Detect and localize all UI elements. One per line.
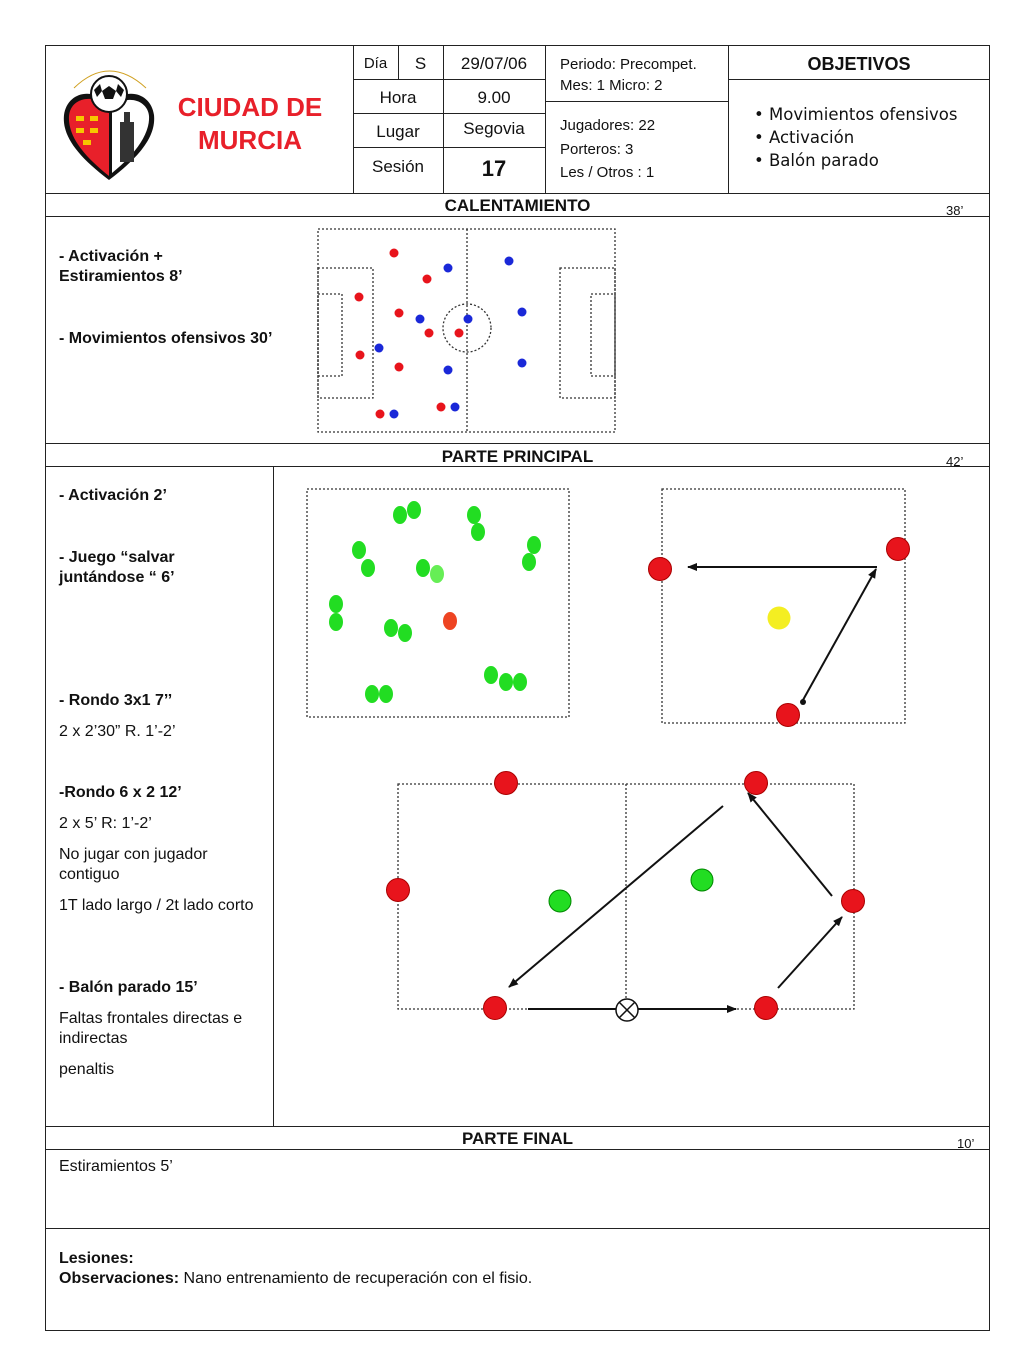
main-part-title: PARTE PRINCIPAL <box>441 447 594 466</box>
green-player-marker <box>407 501 421 519</box>
sesion-label: Sesión <box>372 157 424 176</box>
rondo-3x1-detail: 2 x 2’30” R. 1’-2’ <box>59 723 176 740</box>
green-player-marker <box>393 506 407 524</box>
rondo-3x1-title: - Rondo 3x1 7’’ <box>59 692 173 709</box>
date-value: 29/07/06 <box>460 54 528 73</box>
rondo-6x2-detail: 2 x 5’ R: 1’-2’ <box>59 815 152 832</box>
blue-player-marker <box>444 264 453 273</box>
red-player-marker <box>777 704 800 727</box>
sesion-value: 17 <box>481 156 507 181</box>
warmup-item-activacion: - Activación + Estiramientos 8’ <box>59 248 183 285</box>
section-divider <box>45 1126 990 1127</box>
balon-parado-detail: Faltas frontales directas e indirectas <box>59 1010 243 1047</box>
red-player-marker <box>443 612 457 630</box>
blue-player-marker <box>518 308 527 317</box>
green-player-marker <box>379 685 393 703</box>
main-part-minutes: 42’ <box>946 454 964 469</box>
observaciones-text: Nano entrenamiento de recuperación con el fisio. <box>183 1270 533 1287</box>
observaciones-row <box>59 1269 532 1289</box>
observaciones-label: Observaciones: <box>59 1270 180 1287</box>
warmup-pitch-diagram <box>316 226 618 436</box>
red-player-marker <box>376 410 385 419</box>
green-player-marker <box>329 613 343 631</box>
objectives-list <box>754 103 958 172</box>
blue-player-marker <box>451 403 460 412</box>
red-player-marker <box>395 309 404 318</box>
red-player-marker <box>495 772 518 795</box>
yellow-player-marker <box>768 607 791 630</box>
blue-player-marker <box>416 315 425 324</box>
warmup-item-movimientos: - Movimientos ofensivos 30’ <box>59 330 273 347</box>
green-player-marker <box>329 595 343 613</box>
green-player-marker <box>484 666 498 684</box>
section-divider <box>45 443 990 444</box>
activacion-title: - Activación 2’ <box>59 487 167 504</box>
final-part-item: Estiramientos 5’ <box>59 1158 173 1175</box>
red-player-marker <box>887 538 910 561</box>
objective-item: • Activación <box>754 126 958 149</box>
warmup-title: CALENTAMIENTO <box>444 196 591 215</box>
club-crest-logo <box>56 60 162 186</box>
hora-label: Hora <box>379 88 417 107</box>
section-divider <box>45 1149 990 1150</box>
red-player-marker <box>390 249 399 258</box>
club-name-line2: MURCIA <box>198 125 302 155</box>
blue-player-marker <box>518 359 527 368</box>
jugadores-text: Jugadores: 22 <box>560 117 656 134</box>
dia-value: S <box>414 54 427 73</box>
green-player-marker <box>352 541 366 559</box>
blue-player-marker <box>505 257 514 266</box>
header-divider <box>545 101 728 102</box>
green-player-marker <box>691 869 713 891</box>
mes-micro-text: Mes: 1 Micro: 2 <box>560 77 663 94</box>
red-player-marker <box>437 403 446 412</box>
final-part-minutes: 10’ <box>957 1136 975 1151</box>
lugar-label: Lugar <box>376 122 420 141</box>
blue-player-marker <box>444 366 453 375</box>
periodo-text: Periodo: Precompet. <box>560 56 697 73</box>
red-player-marker <box>387 879 410 902</box>
lugar-value: Segovia <box>463 119 525 138</box>
rondo-6x2-note1: No jugar con jugador contiguo <box>59 846 208 883</box>
green-player-marker <box>527 536 541 554</box>
les-otros-text: Les / Otros : 1 <box>560 164 655 181</box>
green-player-marker <box>522 553 536 571</box>
red-player-marker <box>842 890 865 913</box>
red-player-marker <box>423 275 432 284</box>
rondo-6x2-note2: 1T lado largo / 2t lado corto <box>59 897 254 914</box>
porteros-text: Porteros: 3 <box>560 141 634 158</box>
header-divider <box>353 147 545 148</box>
red-player-marker <box>755 997 778 1020</box>
red-player-marker <box>355 293 364 302</box>
blue-player-marker <box>390 410 399 419</box>
section-divider <box>45 1228 990 1229</box>
green-player-marker <box>361 559 375 577</box>
header-divider <box>728 79 990 80</box>
dia-label: Día <box>363 55 388 72</box>
balon-parado-title: - Balón parado 15’ <box>59 979 198 996</box>
red-player-marker <box>649 558 672 581</box>
juego-title: - Juego “salvar juntándose “ 6’ <box>59 549 175 586</box>
blue-player-marker <box>375 344 384 353</box>
section-divider <box>45 193 990 194</box>
header-divider <box>353 113 545 114</box>
red-player-marker <box>455 329 464 338</box>
green-player-marker <box>430 565 444 583</box>
blue-player-marker <box>464 315 473 324</box>
hora-value: 9.00 <box>477 88 511 107</box>
objectives-title: OBJETIVOS <box>807 54 911 74</box>
red-player-marker <box>356 351 365 360</box>
green-player-marker <box>365 685 379 703</box>
green-player-marker <box>467 506 481 524</box>
red-player-marker <box>484 997 507 1020</box>
balon-parado-penaltis: penaltis <box>59 1061 115 1078</box>
section-divider <box>273 466 274 1126</box>
header-divider <box>353 79 545 80</box>
main-drills-diagram <box>276 470 986 1050</box>
green-player-marker <box>471 523 485 541</box>
red-player-marker <box>425 329 434 338</box>
objective-item: • Movimientos ofensivos <box>754 103 958 126</box>
rondo-6x2-title: -Rondo 6 x 2 12’ <box>59 784 182 801</box>
green-player-marker <box>398 624 412 642</box>
green-player-marker <box>499 673 513 691</box>
green-player-marker <box>384 619 398 637</box>
red-player-marker <box>745 772 768 795</box>
lesiones-label: Lesiones: <box>59 1250 134 1267</box>
header-divider <box>545 45 546 193</box>
final-part-title: PARTE FINAL <box>461 1129 574 1148</box>
club-name-line1: CIUDAD DE <box>177 92 323 122</box>
warmup-minutes: 38’ <box>946 203 964 218</box>
red-player-marker <box>395 363 404 372</box>
section-divider <box>45 216 990 217</box>
green-player-marker <box>416 559 430 577</box>
green-player-marker <box>513 673 527 691</box>
green-player-marker <box>549 890 571 912</box>
ball-icon <box>616 999 638 1021</box>
objective-item: • Balón parado <box>754 149 958 172</box>
